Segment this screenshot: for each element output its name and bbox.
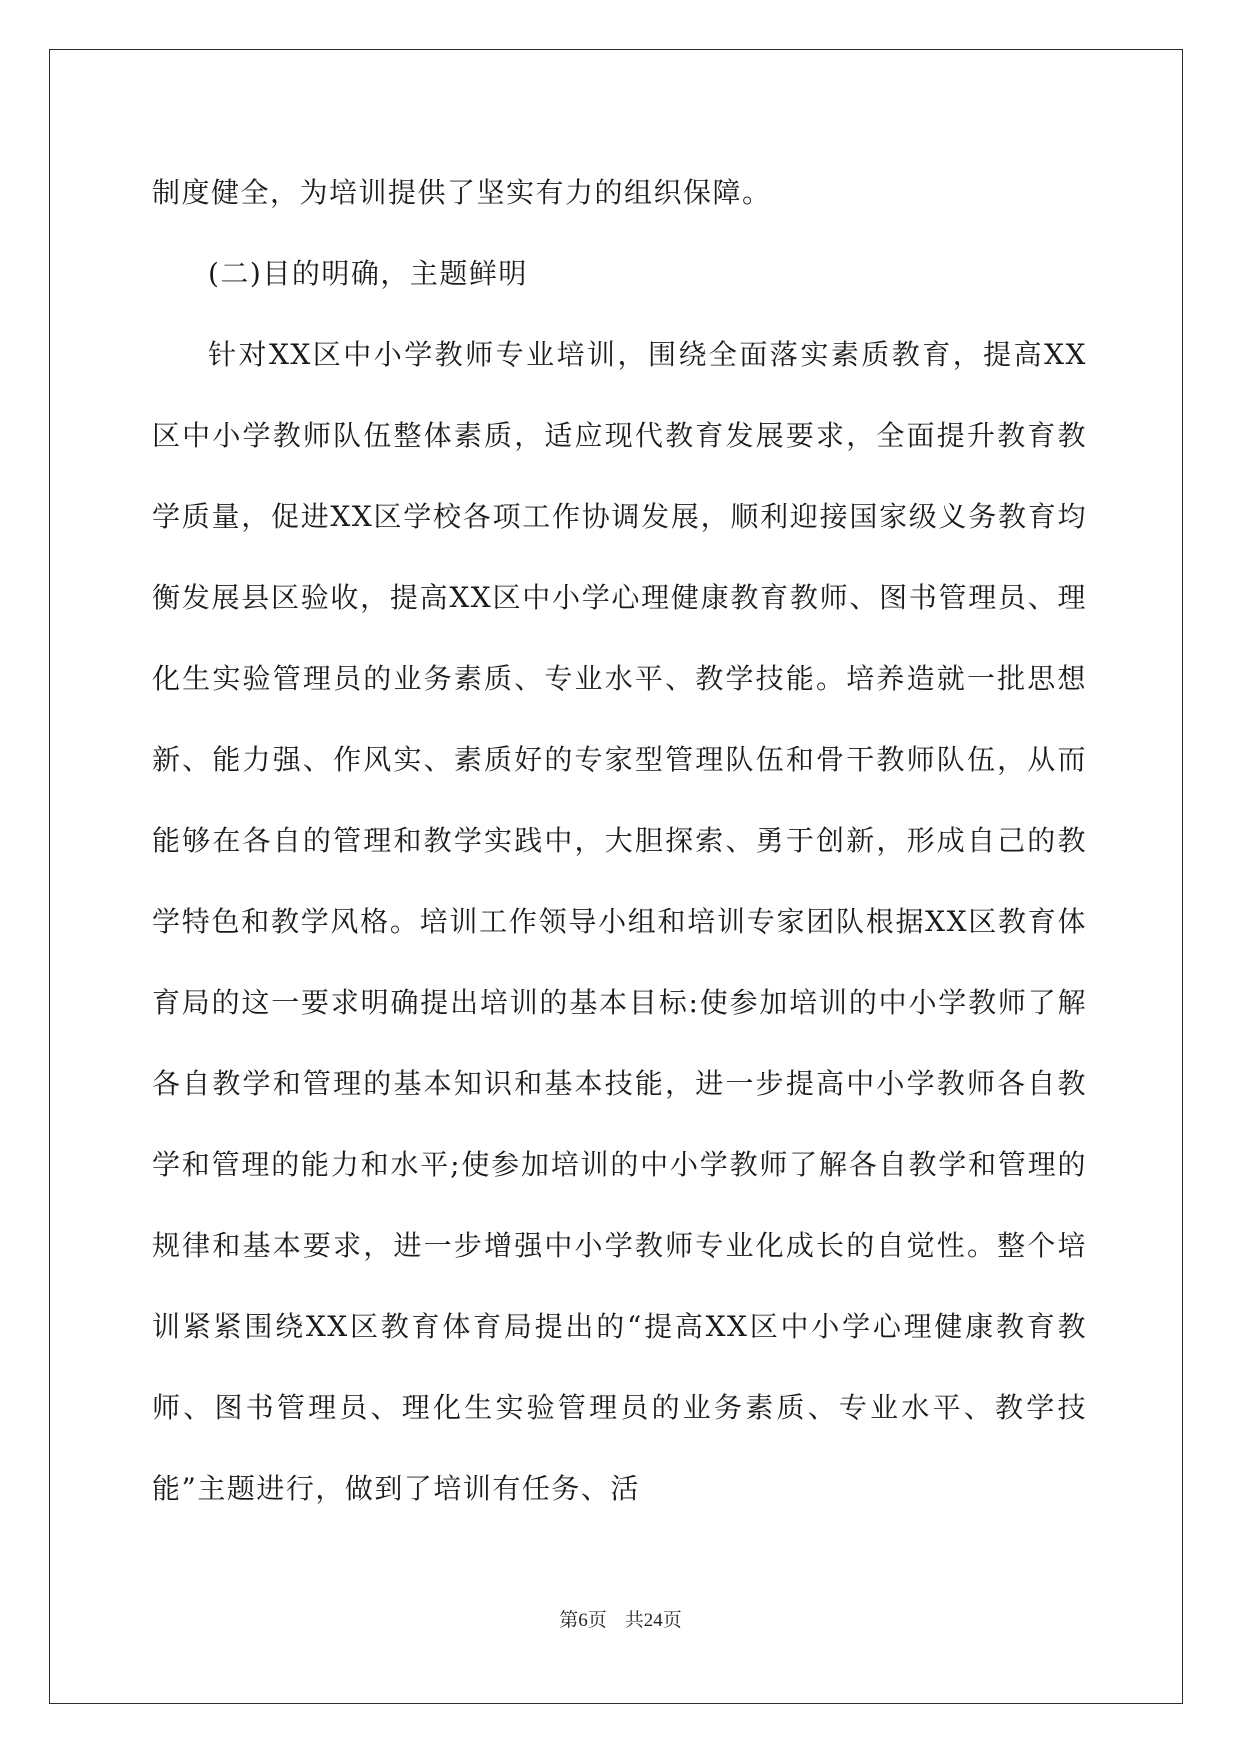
paragraph-1: 制度健全，为培训提供了坚实有力的组织保障。 xyxy=(152,176,772,209)
page-footer xyxy=(0,1605,1241,1632)
section-heading: (二)目的明确，主题鲜明 xyxy=(208,257,528,290)
page-number: 第6页 xyxy=(559,1610,607,1631)
paragraph-2: 针对XX区中小学教师专业培训，围绕全面落实素质教育，提高XX区中小学教师队伍整体素质，适应现代教育发展要求，全面提升教育教学质量，促进XX区学校各项工作协调发展，顺利迎接国家级义务教育均衡发展县区验收，提高XX区中小学心理健康教育教师、图书管理员、理化生实验管理员的业务素质、专业水平、教学技能。培养造就一批思想新、能力强、作风实、素质好的专家型管理队伍和骨干教师队伍，从而能够在各自的管理和教学实践中，大胆探索、勇于创新，形成自己的教学特色和教学风格。培训工作领导小组和培训专家团队根据XX区教育体育局的这一要求明确提出培训的基本目标:使参加培训的中小学教师了解各自教学和管理的基本知识和基本技能，进一步提高中小学教师各自教学和管理的能力和水平;使参加培训的中小学教师了解各自教学和管理的规律和基本要求，进一步增强中小学教师专业化成长的自觉性。整个培训紧紧围绕XX区教育体育局提出的“提高XX区中小学心理健康教育教师、图书管理员、理化生实验管理员的业务素质、专业水平、教学技能”主题进行，做到了培训有任务、活 xyxy=(152,338,1087,1505)
document-body xyxy=(152,152,1087,1529)
page-total: 共24页 xyxy=(624,1610,682,1631)
